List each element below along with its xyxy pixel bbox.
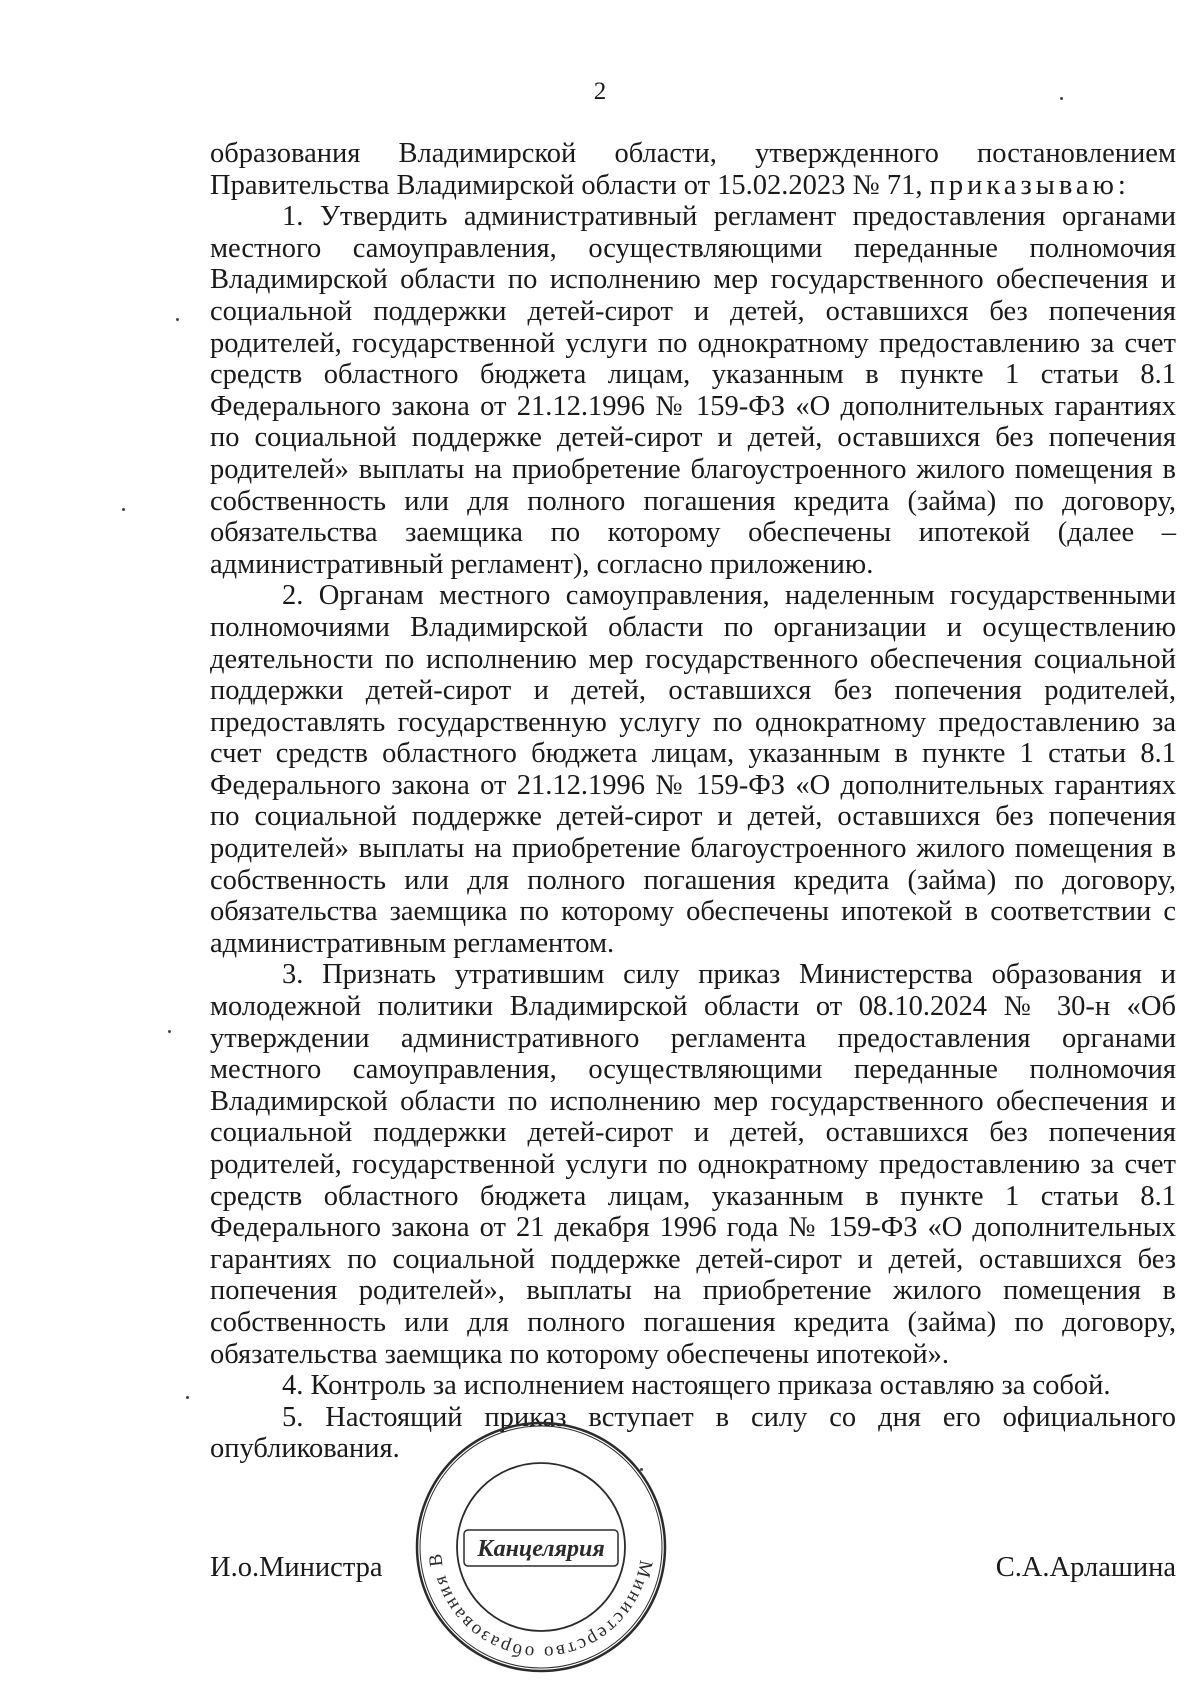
paragraph-intro: [210, 138, 1176, 201]
paragraph-item-3: 3. Признать утратившим силу приказ Министерства образования и молодежной политики Владимирской области от 08.10.2024 № 30-н «Об утверждении административного регламента предоставления органами местного самоуправления, осуществляющими переданные полномочия Владимирской области по исполнению мер государственного обеспечения и социальной поддержки детей-сирот и детей, оставшихся без попечения родителей, государственной услуги по однократному предоставлению за счет средств областного бюджета лицам, указанным в пункте 1 статьи 8.1 Федерального закона от 21 декабря 1996 года № 159-ФЗ «О дополнительных гарантиях по социальной поддержке детей-сирот и детей, оставшихся без попечения родителей», выплаты на приобретение жилого помещения в собственность или для полного погашения кредита (займа) по договору, обязательства заемщика по которому обеспечены ипотекой».: [210, 959, 1176, 1370]
paragraph-item-1: 1. Утвердить административный регламент предоставления органами местного самоуправления, осуществляющими переданные полномочия Владимирской области по исполнению мер государственного обеспечения и социальной поддержки детей-сирот и детей, оставшихся без попечения родителей, государственной услуги по однократному предоставлению за счет средств областного бюджета лицам, указанным в пункте 1 статьи 8.1 Федерального закона от 21.12.1996 № 159-ФЗ «О дополнительных гарантиях по социальной поддержке детей-сирот и детей, оставшихся без попечения родителей» выплаты на приобретение благоустроенного жилого помещения в собственность или для полного погашения кредита (займа) по договору, обязательства заемщика по которому обеспечены ипотекой (далее – административный регламент), согласно приложению.: [210, 201, 1176, 580]
intro-text: образования Владимирской области, утвержденного постановлением Правительства Владимирской области от 15.02.2023 № 71,: [210, 138, 1176, 201]
office-stamp: [412, 1418, 670, 1676]
scan-speck: [122, 508, 125, 511]
document-body: [210, 138, 1176, 1465]
paragraph-item-5: 5. Настоящий приказ вступает в силу со дня его официального опубликования.: [210, 1401, 1176, 1465]
paragraph-item-4: 4. Контроль за исполнением настоящего приказа оставляю за собой.: [282, 1370, 1111, 1402]
scan-speck: [1060, 97, 1063, 100]
signatory-name: С.А.Арлашина: [995, 1552, 1176, 1583]
scan-speck: [176, 318, 179, 321]
order-word: приказываю:: [929, 169, 1130, 201]
stamp-seal-graphic: [412, 1418, 670, 1676]
paragraph-item-2: 2. Органам местного самоуправления, наделенным государственными полномочиями Владимирской области по организации и осуществлению деятельности по исполнению мер государственного обеспечения социальной поддержки детей-сирот и детей, оставшихся без попечения родителей, предоставлять государственную услугу по однократному предоставлению за счет средств областного бюджета лицам, указанным в пункте 1 статьи 8.1 Федерального закона от 21.12.1996 № 159-ФЗ «О дополнительных гарантиях по социальной поддержке детей-сирот и детей, оставшихся без попечения родителей» выплаты на приобретение благоустроенного жилого помещения в собственность или для полного погашения кредита (займа) по договору, обязательства заемщика по которому обеспечены ипотекой в соответствии с административным регламентом.: [210, 580, 1176, 959]
signatory-title: И.о.Министра: [210, 1552, 383, 1583]
stamp-ring-text: Министерство образования В: [424, 1550, 657, 1664]
page-number: 2: [593, 78, 607, 105]
scan-speck: [640, 1468, 643, 1471]
stamp-center-text: Канцелярия: [477, 1536, 605, 1562]
scan-speck: [186, 1396, 189, 1399]
scan-speck: [168, 1030, 171, 1033]
